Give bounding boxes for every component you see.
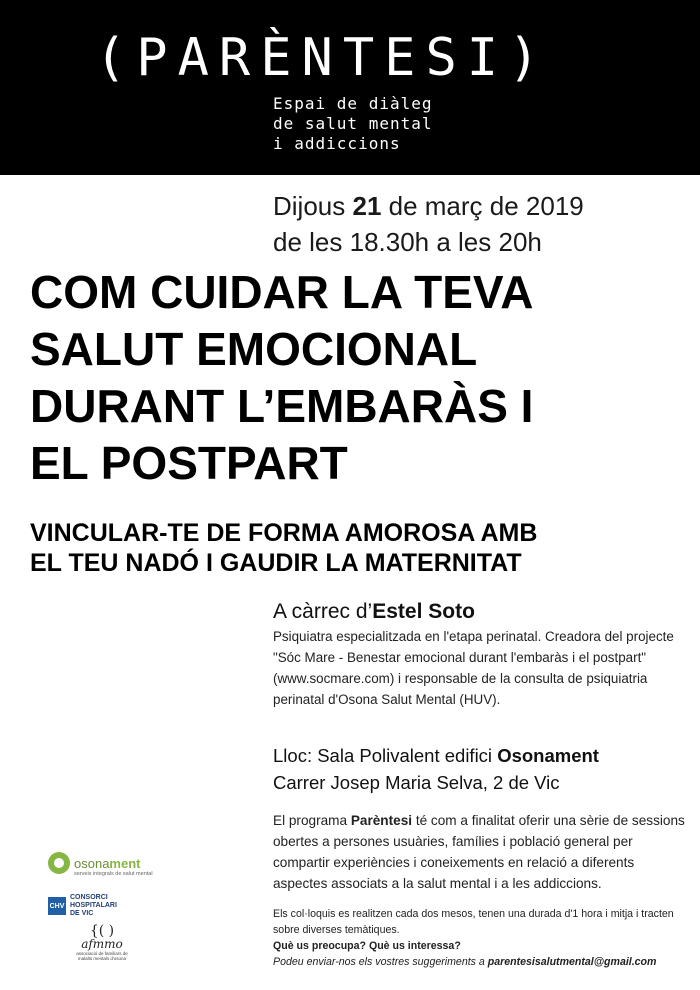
speaker-section xyxy=(273,598,688,710)
venue-address: Carrer Josep Maria Selva, 2 de Vic xyxy=(273,772,560,793)
date-day: 21 xyxy=(352,191,382,221)
footer-questions: Què us preocupa? Què us interessa? xyxy=(273,940,461,952)
venue-prefix: Lloc: Sala Polivalent edifici xyxy=(273,745,498,766)
afmmo-logo xyxy=(72,924,132,961)
program-prefix: El programa xyxy=(273,813,351,828)
chv-line: HOSPITALARI xyxy=(70,902,117,909)
osonament-logo xyxy=(48,852,153,877)
contact-email: parentesisalutmental@gmail.com xyxy=(487,956,657,968)
osonament-subtitle: serveis integrals de salut mental xyxy=(74,871,153,877)
header-banner xyxy=(0,0,700,175)
speaker-name: Estel Soto xyxy=(372,600,475,623)
osonament-mark-icon xyxy=(48,852,70,874)
speaker-line xyxy=(273,598,688,626)
chv-line: CONSORCI xyxy=(70,894,108,901)
venue-name: Osonament xyxy=(497,745,599,766)
time-line: de les 18.30h a les 20h xyxy=(273,227,542,257)
speaker-bio: Psiquiatra especialitzada en l'etapa perinatal. Creadora del projecte "Sóc Mare - Benestar emocional durant l'embaràs i el postpart" (www.socmare.com) i responsable de la consulta de psiquiatria perinatal d'Osona Salut Mental (HUV). xyxy=(273,629,674,707)
subtitle-line: EL TEU NADÓ I GAUDIR LA MATERNITAT xyxy=(30,549,522,577)
parentesi-logo: (PARЀNTESI) xyxy=(95,28,550,88)
date-prefix: Dijous xyxy=(273,191,353,221)
chv-logo xyxy=(48,894,117,918)
afmmo-subtitle: associació de familiars de malalts mentals d'osona xyxy=(76,951,128,961)
program-name: Parèntesi xyxy=(350,813,413,828)
tagline-line: de salut mental xyxy=(273,114,433,133)
footer-info xyxy=(273,906,693,970)
speaker-prefix: A càrrec d’ xyxy=(273,600,373,623)
tagline-line: i addiccions xyxy=(273,134,401,153)
chv-wordmark xyxy=(70,894,117,918)
osonament-wordmark xyxy=(74,856,140,871)
event-date xyxy=(273,188,584,260)
program-description xyxy=(273,810,688,894)
suggestions-prefix: Podeu enviar-nos els vostres suggeriments a xyxy=(273,956,488,968)
footer-suggestions xyxy=(273,954,693,970)
title-line: SALUT EMOCIONAL xyxy=(30,323,478,375)
chv-line: DE VIC xyxy=(70,910,94,917)
subtitle-line: VINCULAR-TE DE FORMA AMOROSA AMB xyxy=(30,519,538,547)
program-text: té com a finalitat oferir una sèrie de sessions obertes a persones usuàries, famílies i població general per compartir experiències i coneixements en relació a diferents aspectes associats a la salut mental i a les addiccions. xyxy=(273,813,685,891)
title-line: EL POSTPART xyxy=(30,437,348,489)
title-line: COM CUIDAR LA TEVA xyxy=(30,266,534,318)
title-line: DURANT L’EMBARÀS I xyxy=(30,380,534,432)
venue-section xyxy=(273,742,599,796)
venue-line xyxy=(273,742,599,769)
osonament-wordmark-b: ment xyxy=(109,855,141,871)
event-title xyxy=(30,264,690,492)
afmmo-wordmark: afmmo xyxy=(81,937,123,951)
tagline-line: Espai de diàleg xyxy=(273,94,433,113)
osonament-wordmark-a: osona xyxy=(74,855,110,871)
tagline xyxy=(273,94,433,154)
date-line xyxy=(273,188,584,224)
date-suffix: de març de 2019 xyxy=(381,191,584,221)
chv-mark-icon: CHV xyxy=(48,897,66,915)
event-subtitle xyxy=(30,518,537,578)
footer-info-text: Els col·loquis es realitzen cada dos mesos, tenen una durada d'1 hora i mitja i tracten sobre diverses temàtiques. xyxy=(273,908,674,936)
afmmo-mark-icon: {( ) xyxy=(89,923,115,939)
